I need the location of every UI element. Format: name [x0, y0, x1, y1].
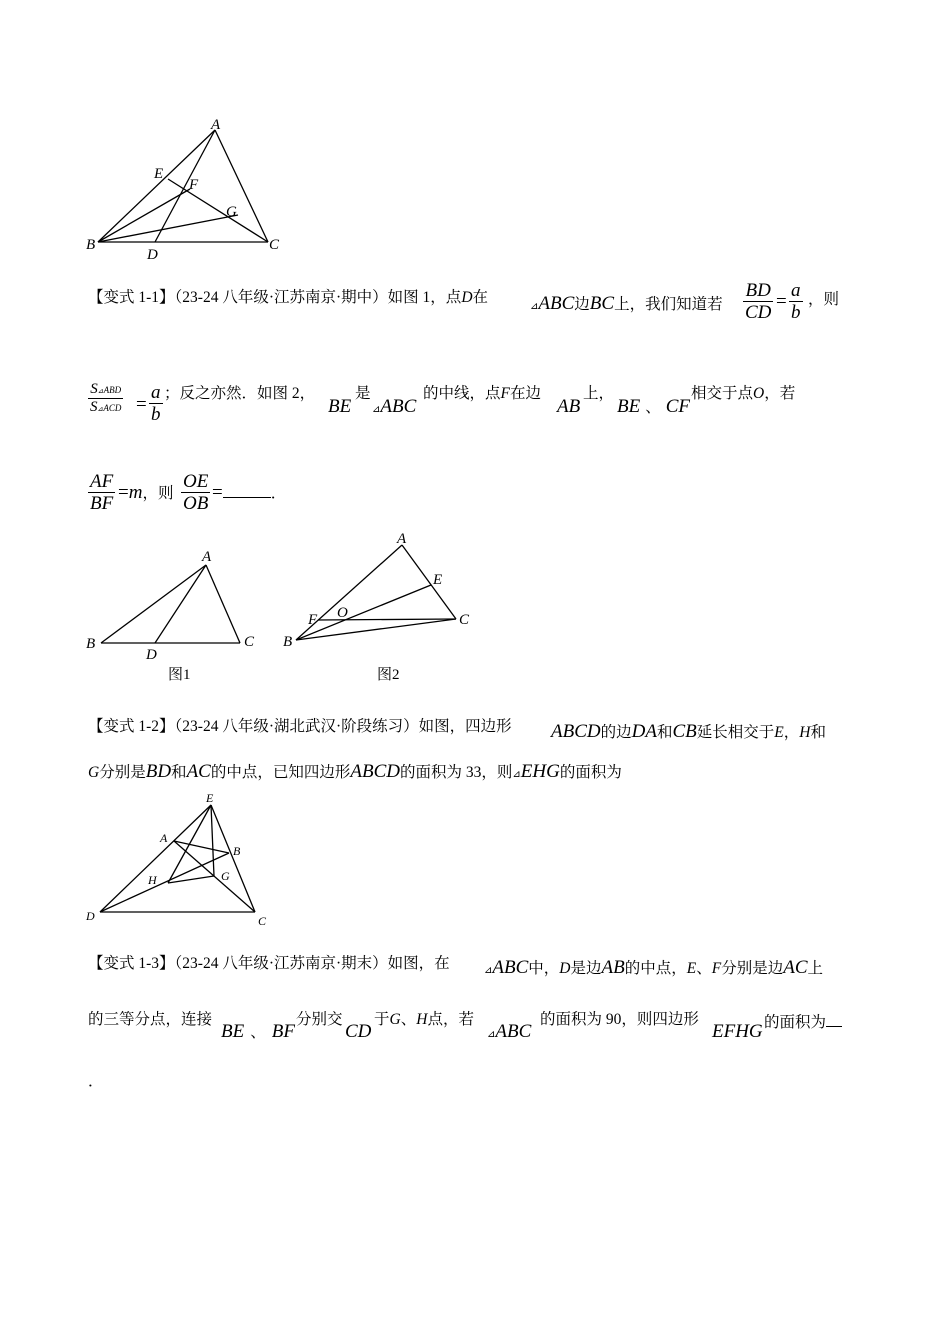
- q13-line1-b: [484, 958, 823, 977]
- area-S: S: [90, 381, 98, 397]
- q11-line2-text: [164, 386, 315, 402]
- q13-area: [540, 1012, 699, 1028]
- q13-text: 分别是边: [721, 960, 784, 977]
- q13-var: H: [416, 1011, 428, 1028]
- fig2-label-O: O: [337, 605, 348, 621]
- fig0-label-C: C: [269, 237, 280, 253]
- q11-text: ；反之亦然．如图 2，: [164, 385, 316, 402]
- q11-text: 的中线，点: [423, 385, 501, 402]
- q12-text: 的边: [600, 724, 632, 741]
- q13-GH: [374, 1012, 474, 1028]
- q12-var: G: [88, 764, 100, 781]
- q11-text: 、: [645, 399, 661, 416]
- q13-intersect: [296, 1012, 343, 1028]
- q12-var: AC: [186, 761, 211, 782]
- q13-text: 点，若: [427, 1011, 474, 1028]
- q11-frac-a-b-2: [149, 383, 163, 424]
- q12-line1: [88, 719, 512, 735]
- fig2-caption: 图2: [377, 667, 400, 683]
- q12-line2: [88, 762, 622, 781]
- q13-CD: [345, 1022, 371, 1041]
- q11-text: 是: [355, 385, 371, 402]
- q11-source: （23-24 八年级·江苏南京·期中）: [174, 289, 388, 306]
- q11-frac-oe-ob: [181, 472, 210, 513]
- fig3-label-A: A: [160, 831, 168, 845]
- frac-den: OB: [183, 493, 209, 514]
- fig1-label-D: D: [146, 647, 157, 663]
- q11-eq-m: [118, 483, 173, 502]
- q11-frac-af-bf: [88, 472, 115, 513]
- q13-text: 的中点，: [624, 960, 687, 977]
- q13-text: 如图，在: [387, 955, 450, 972]
- triangle-symbol: ⊿: [512, 769, 521, 780]
- q11-text: ，则: [808, 291, 840, 308]
- q12-var: EHG: [520, 761, 560, 782]
- triangle-symbol: ⊿: [530, 301, 539, 312]
- triangle-symbol: ⊿: [372, 404, 381, 415]
- q11-tag: 【变式 1-1】: [88, 289, 175, 306]
- q11-frac-a-b: [789, 281, 803, 322]
- sub-acd: ACD: [103, 403, 122, 413]
- q11-text: 如图 1，点: [387, 289, 462, 306]
- q13-text: 中，: [528, 960, 560, 977]
- fig2-label-F: F: [308, 612, 318, 628]
- q13-var: D: [559, 960, 571, 977]
- area-S: S: [90, 399, 98, 415]
- fig3-label-B: B: [233, 844, 241, 858]
- triangle-symbol: ⊿: [484, 965, 493, 976]
- eq-sign: =: [118, 482, 129, 503]
- q12-var: BD: [145, 761, 172, 782]
- frac-num: OE: [183, 471, 209, 492]
- fig2-label-A: A: [397, 531, 407, 547]
- q13-var: E: [686, 960, 697, 977]
- q11-var: m: [128, 482, 143, 503]
- fig2-label-E: E: [433, 572, 443, 588]
- q12-text: 的面积为: [559, 764, 622, 781]
- fig1-label-A: A: [202, 549, 212, 565]
- q13-BE-BF: [221, 1022, 295, 1041]
- fig3-label-G: G: [221, 869, 230, 883]
- q11-text: 边: [574, 296, 590, 313]
- q13-EFHG: [712, 1022, 763, 1041]
- q13-var: ABC: [495, 1021, 532, 1042]
- figure-top: [80, 112, 300, 264]
- fig0-label-G: G: [226, 204, 237, 220]
- q11-text: 在: [472, 289, 489, 306]
- q11-answer: [212, 483, 286, 502]
- fig3-label-E: E: [206, 791, 214, 805]
- q12-var: ABCD: [551, 721, 601, 742]
- q13-text: 、: [696, 960, 712, 977]
- q11-var: BE: [328, 396, 352, 417]
- q11-text: ，则: [142, 485, 174, 502]
- q11-intersect: [691, 386, 795, 402]
- q11-ABC2: [372, 397, 416, 416]
- frac-num: BD: [743, 281, 773, 302]
- q12-text: 分别是: [99, 764, 146, 781]
- fig2-label-C: C: [459, 612, 470, 628]
- q11-line1-b: [530, 294, 723, 313]
- fig0-label-A: A: [211, 117, 221, 133]
- figure-2: [278, 528, 478, 685]
- q13-ask: [764, 1012, 842, 1031]
- q11-frac-area: [88, 382, 123, 415]
- frac-num: a: [791, 280, 801, 301]
- q11-var: ABC: [380, 396, 417, 417]
- fig1-label-B: B: [86, 636, 96, 652]
- q11-text: 相交于点: [691, 385, 754, 402]
- q11-is: [355, 386, 371, 402]
- frac-den: b: [151, 404, 161, 425]
- q11-frac-bd-cd: [743, 281, 773, 322]
- q12-var: ABCD: [350, 761, 400, 782]
- eq-sign: =: [212, 482, 223, 503]
- q13-ABC2: [487, 1022, 531, 1041]
- q13-var: AB: [601, 957, 625, 978]
- q11-var: AB: [557, 396, 581, 417]
- q12-line1-b: [551, 722, 826, 741]
- figure-1: [80, 540, 270, 685]
- q11-var: ABC: [538, 293, 575, 314]
- eq-sign: =: [776, 291, 787, 312]
- fig1-caption: 图1: [168, 667, 191, 683]
- q13-text: ．: [88, 1073, 104, 1090]
- q11-text: 上，我们知道若: [614, 296, 723, 313]
- q11-var: O: [753, 385, 765, 402]
- q11-on: [583, 386, 614, 402]
- q11-eq2: [136, 395, 147, 414]
- q13-text: 、: [400, 1011, 417, 1028]
- fig3-label-C: C: [258, 914, 267, 928]
- answer-blank[interactable]: [826, 1012, 842, 1027]
- q11-var: D: [461, 289, 473, 306]
- q12-var: DA: [631, 721, 657, 742]
- q12-text: 的中点，已知四边形: [210, 764, 351, 781]
- q11-text: ．: [270, 485, 287, 502]
- q13-text: 、: [250, 1024, 266, 1041]
- q13-text: 的面积为 90，则四边形: [540, 1011, 699, 1028]
- q13-period: [88, 1074, 104, 1090]
- q12-text: 如图，四边形: [418, 718, 512, 735]
- q11-var: F: [500, 385, 510, 402]
- fig0-label-E: E: [154, 166, 164, 182]
- fig1-label-C: C: [244, 634, 255, 650]
- q13-text: 分别交: [296, 1011, 343, 1028]
- figure-3: [80, 788, 280, 933]
- fig0-label-B: B: [86, 237, 96, 253]
- q12-text: 和: [810, 724, 826, 741]
- q13-var: F: [711, 960, 722, 977]
- q11-text: ，若: [764, 385, 796, 402]
- frac-num: AF: [90, 471, 114, 492]
- q13-var: ABC: [492, 957, 529, 978]
- q11-text: 在边: [509, 385, 541, 402]
- q13-var: EFHG: [712, 1021, 763, 1042]
- frac-den: b: [791, 302, 801, 323]
- frac-num: a: [151, 382, 161, 403]
- q13-text: 上: [807, 960, 824, 977]
- q11-var: BE: [617, 396, 641, 417]
- fig3-label-D: D: [86, 909, 95, 923]
- q13-var: CD: [345, 1021, 372, 1042]
- q13-var: G: [389, 1011, 401, 1028]
- q13-line1: [88, 956, 450, 972]
- q11-var: BC: [589, 293, 615, 314]
- q11-AB: [557, 397, 580, 416]
- fig2-label-B: B: [283, 634, 293, 650]
- q13-tag: 【变式 1-3】: [88, 955, 175, 972]
- q13-text: 于: [374, 1011, 390, 1028]
- q12-var: E: [774, 724, 784, 741]
- q12-source: （23-24 八年级·湖北武汉·阶段练习）: [174, 718, 419, 735]
- fig0-label-D: D: [147, 247, 158, 263]
- q11-eq: [776, 292, 787, 311]
- q12-var: H: [799, 724, 811, 741]
- sub-abd: ABD: [103, 385, 122, 395]
- q12-text: 延长相交于: [696, 724, 775, 741]
- triangle-symbol: ⊿: [97, 405, 104, 413]
- q12-tag: 【变式 1-2】: [88, 718, 175, 735]
- q13-text: 是边: [570, 960, 602, 977]
- q12-text: 和: [171, 764, 187, 781]
- frac-den: CD: [745, 302, 772, 323]
- q12-var: CB: [672, 721, 697, 742]
- triangle-symbol: ⊿: [97, 387, 104, 395]
- frac-den: BF: [90, 493, 114, 514]
- q11-BE: [328, 397, 351, 416]
- answer-blank[interactable]: [223, 483, 271, 498]
- q11-median: [423, 386, 541, 402]
- q13-text: 的三等分点，连接: [88, 1011, 213, 1028]
- q11-text: 上，: [583, 385, 615, 402]
- q11-var: CF: [665, 396, 691, 417]
- eq-sign: =: [136, 394, 147, 415]
- q13-source: （23-24 八年级·江苏南京·期末）: [174, 955, 388, 972]
- q12-text: 的面积为 33，则: [399, 764, 513, 781]
- q12-text: 和: [656, 724, 673, 741]
- triangle-symbol: ⊿: [487, 1029, 496, 1040]
- q13-var: BE: [221, 1021, 245, 1042]
- fig0-label-F: F: [189, 177, 199, 193]
- q12-text: ，: [783, 724, 800, 741]
- q13-text: 的面积为: [764, 1014, 827, 1031]
- q13-var: BF: [271, 1021, 295, 1042]
- q11-BE-CF: [617, 397, 690, 416]
- fig3-label-H: H: [148, 873, 157, 887]
- q11-line1: [88, 290, 488, 306]
- q13-line2: [88, 1012, 212, 1028]
- q11-then: [808, 292, 839, 308]
- q13-var: AC: [783, 957, 808, 978]
